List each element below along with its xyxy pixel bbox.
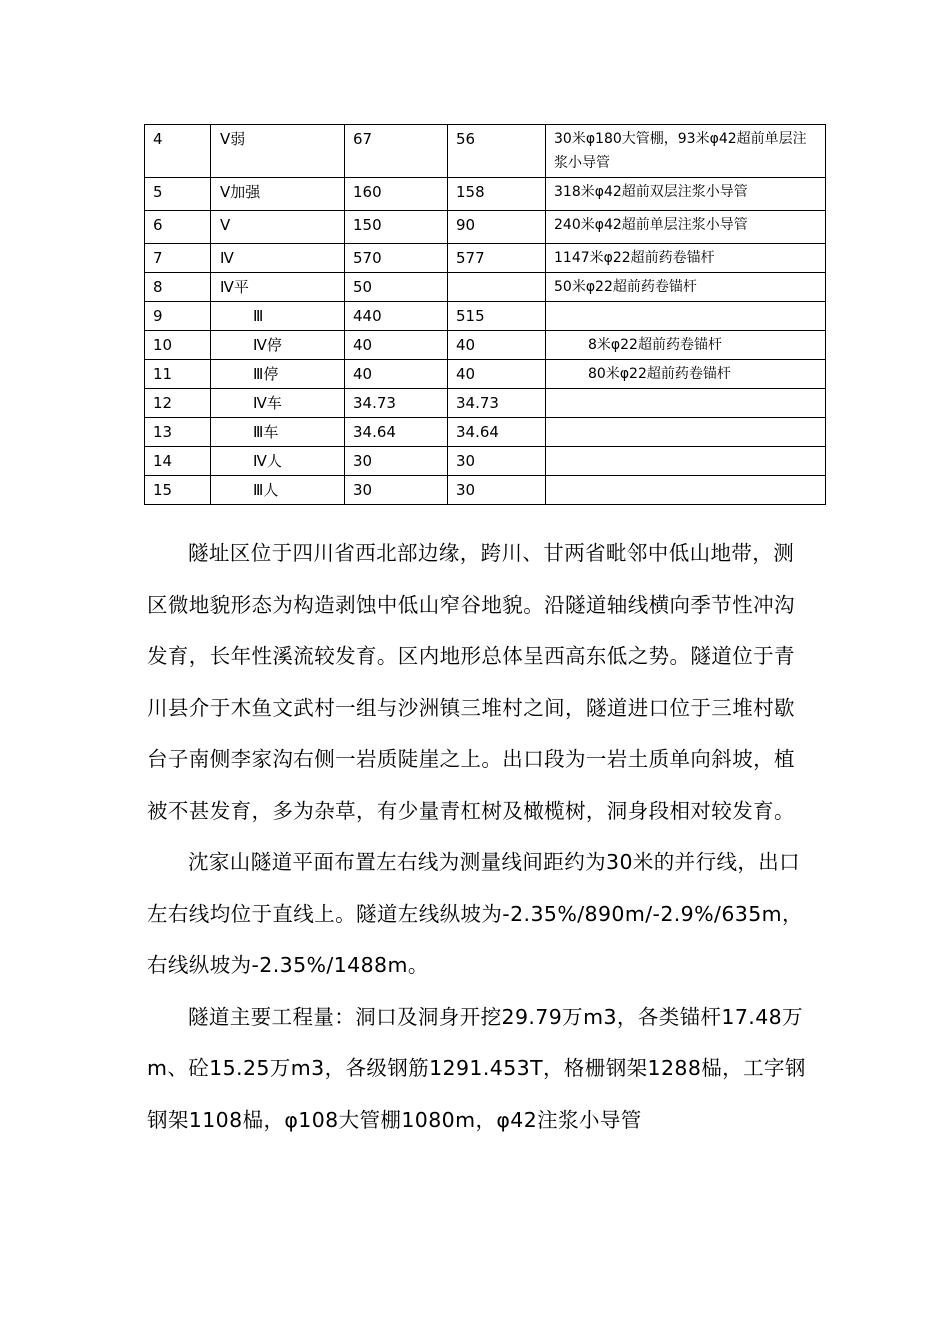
rock-grade: Ⅳ人 [211, 447, 345, 476]
support-measure [546, 302, 826, 331]
rock-grade: Ⅴ弱 [211, 125, 345, 178]
length-left: 30 [345, 476, 448, 505]
length-left: 40 [345, 360, 448, 389]
rock-grade: Ⅲ车 [211, 418, 345, 447]
table-row [145, 211, 826, 244]
rock-grade: Ⅳ车 [211, 389, 345, 418]
length-right: 40 [448, 331, 546, 360]
length-right: 158 [448, 178, 546, 211]
length-left: 34.64 [345, 418, 448, 447]
table-row [145, 178, 826, 211]
length-right [448, 273, 546, 302]
row-number: 12 [145, 389, 211, 418]
length-left: 50 [345, 273, 448, 302]
length-right: 56 [448, 125, 546, 178]
support-measure: 30米φ180大管棚，93米φ42超前单层注浆小导管 [546, 125, 826, 178]
paragraph: 沈家山隧道平面布置左右线为测量线间距约为30米的并行线，出口左右线均位于直线上。隧道左线纵坡为-2.35%/890m/-2.9%/635m，右线纵坡为-2.35%/1488m。 [147, 850, 803, 977]
table-row [145, 331, 826, 360]
row-number: 6 [145, 211, 211, 244]
length-left: 440 [345, 302, 448, 331]
paragraph: 隧址区位于四川省西北部边缘，跨川、甘两省毗邻中低山地带，测区微地貌形态为构造剥蚀中低山窄谷地貌。沿隧道轴线横向季节性冲沟发育，长年性溪流较发育。区内地形总体呈西高东低之势。隧道位于青川县介于木鱼文武村一组与沙洲镇三堆村之间，隧道进口位于三堆村歇台子南侧李家沟右侧一岩质陡崖之上。出口段为一岩土质单向斜坡，植被不甚发育，多为杂草，有少量青杠树及橄榄树，洞身段相对较发育。 [147, 541, 795, 823]
length-left: 570 [345, 244, 448, 273]
rock-grade: Ⅴ [211, 211, 345, 244]
row-number: 5 [145, 178, 211, 211]
row-number: 14 [145, 447, 211, 476]
table-row [145, 476, 826, 505]
rock-grade: Ⅳ停 [211, 331, 345, 360]
table-row [145, 244, 826, 273]
row-number: 10 [145, 331, 211, 360]
rock-grade: Ⅲ停 [211, 360, 345, 389]
support-measure [546, 447, 826, 476]
row-number: 15 [145, 476, 211, 505]
table-row [145, 302, 826, 331]
construction-table [144, 124, 826, 505]
table-row [145, 418, 826, 447]
length-left: 67 [345, 125, 448, 178]
row-number: 8 [145, 273, 211, 302]
length-left: 160 [345, 178, 448, 211]
table-row [145, 447, 826, 476]
table-row [145, 360, 826, 389]
row-number: 7 [145, 244, 211, 273]
length-right: 40 [448, 360, 546, 389]
table-row [145, 273, 826, 302]
support-measure: 50米φ22超前药卷锚杆 [546, 273, 826, 302]
length-left: 34.73 [345, 389, 448, 418]
support-measure [546, 476, 826, 505]
length-right: 30 [448, 447, 546, 476]
length-left: 40 [345, 331, 448, 360]
row-number: 11 [145, 360, 211, 389]
length-left: 30 [345, 447, 448, 476]
length-right: 34.64 [448, 418, 546, 447]
body-text [147, 528, 809, 1146]
support-measure [546, 418, 826, 447]
support-measure: 1147米φ22超前药卷锚杆 [546, 244, 826, 273]
rock-grade: Ⅲ人 [211, 476, 345, 505]
rock-grade: Ⅴ加强 [211, 178, 345, 211]
support-measure: 240米φ42超前单层注浆小导管 [546, 211, 826, 244]
row-number: 13 [145, 418, 211, 447]
rock-grade: Ⅳ [211, 244, 345, 273]
support-measure: 318米φ42超前双层注浆小导管 [546, 178, 826, 211]
length-right: 30 [448, 476, 546, 505]
length-right: 515 [448, 302, 546, 331]
paragraph: 隧道主要工程量：洞口及洞身开挖29.79万m3，各类锚杆17.48万m、砼15.25万m3，各级钢筋1291.453T，格栅钢架1288榀，工字钢钢架1108榀，φ108大管棚1080m，φ42注浆小导管 [147, 1004, 806, 1132]
rock-grade: Ⅲ [211, 302, 345, 331]
length-right: 90 [448, 211, 546, 244]
rock-grade: Ⅳ平 [211, 273, 345, 302]
row-number: 9 [145, 302, 211, 331]
length-right: 34.73 [448, 389, 546, 418]
length-right: 577 [448, 244, 546, 273]
row-number: 4 [145, 125, 211, 178]
table-row [145, 125, 826, 178]
support-measure: 80米φ22超前药卷锚杆 [546, 360, 826, 389]
support-measure: 8米φ22超前药卷锚杆 [546, 331, 826, 360]
table-row [145, 389, 826, 418]
support-measure [546, 389, 826, 418]
length-left: 150 [345, 211, 448, 244]
